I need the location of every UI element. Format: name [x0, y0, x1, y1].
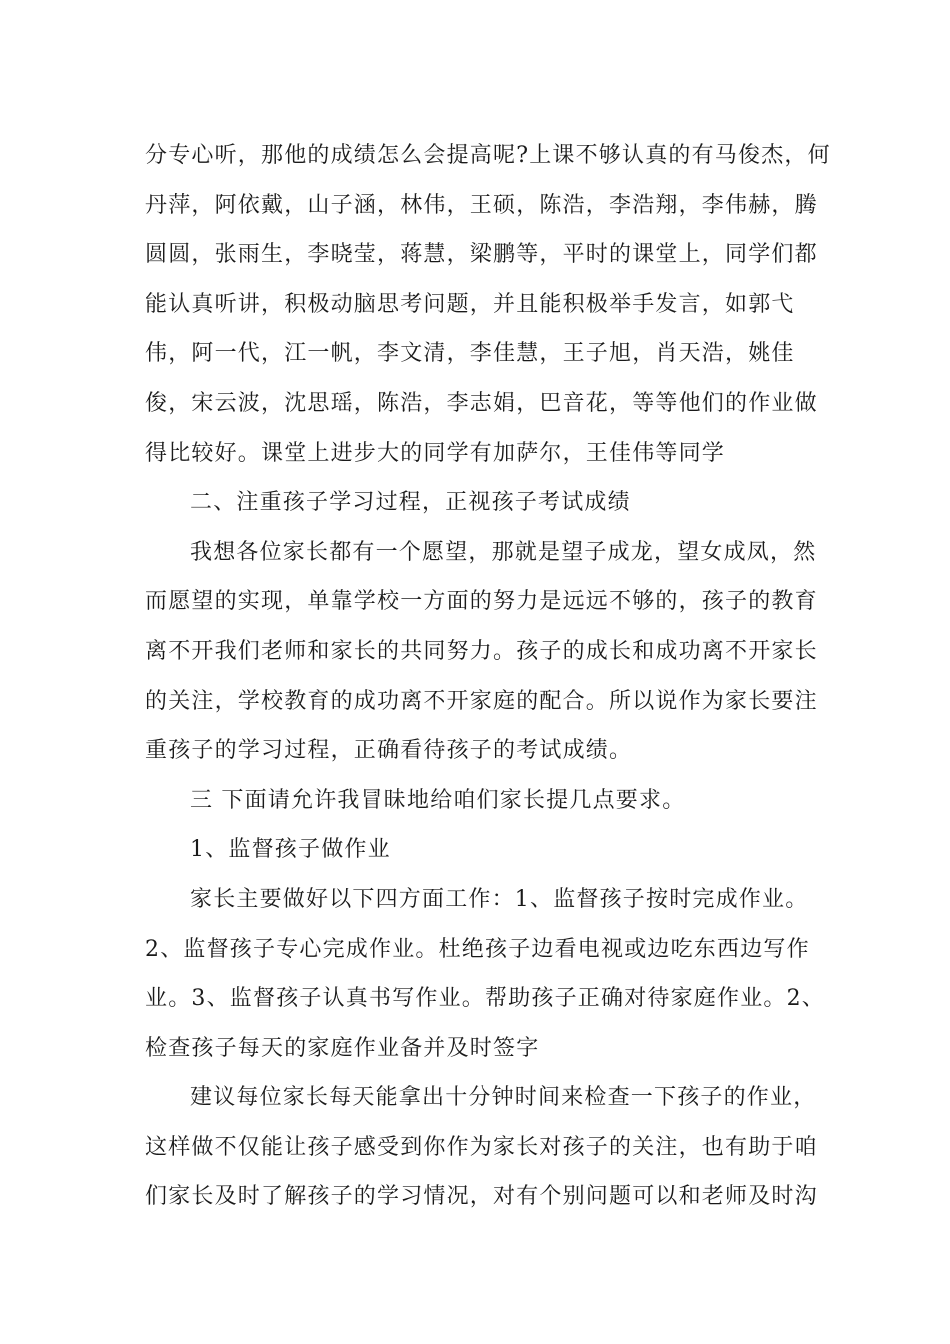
text-line: 业。3、监督孩子认真书写作业。帮助孩子正确对待家庭作业。2、	[145, 986, 825, 1012]
text-line: 分专心听，那他的成绩怎么会提高呢?上课不够认真的有马俊杰，何	[145, 143, 831, 168]
paragraph-suggestion	[145, 1073, 818, 1222]
text-line: 2、监督孩子专心完成作业。杜绝孩子边看电视或边吃东西边写作	[145, 936, 810, 962]
text-line: 建议每位家长每天能拿出十分钟时间来检查一下孩子的作业，	[190, 1085, 817, 1111]
text-line: 家长主要做好以下四方面工作：1、监督孩子按时完成作业。	[190, 886, 809, 912]
text-line: 的关注，学校教育的成功离不开家庭的配合。所以说作为家长要注	[145, 688, 818, 714]
paragraph-parents-wish	[145, 528, 818, 776]
text-line: 圆圆，张雨生，李晓莹，蒋慧，梁鹏等，平时的课堂上，同学们都	[145, 242, 818, 268]
section-heading-2	[145, 478, 805, 528]
text-line: 1、监督孩子做作业	[190, 837, 391, 863]
text-line: 得比较好。课堂上进步大的同学有加萨尔，王佳伟等同学	[145, 440, 726, 466]
text-line: 这样做不仅能让孩子感受到你作为家长对孩子的关注，也有助于咱	[145, 1134, 818, 1160]
text-line: 而愿望的实现，单靠学校一方面的努力是远远不够的，孩子的教育	[145, 589, 818, 615]
text-line: 重孩子的学习过程，正确看待孩子的考试成绩。	[145, 738, 633, 764]
section-heading-3	[145, 776, 805, 826]
text-line: 三 下面请允许我冒昧地给咱们家长提几点要求。	[190, 787, 686, 813]
document-page	[145, 131, 831, 1222]
text-line: 我想各位家长都有一个愿望，那就是望子成龙，望女成凤，然	[190, 539, 817, 565]
text-line: 俊，宋云波，沈思瑶，陈浩，李志娟，巴音花，等等他们的作业做	[145, 390, 818, 416]
text-line: 二、注重孩子学习过程，正视孩子考试成绩	[190, 490, 631, 516]
text-line: 离不开我们老师和家长的共同努力。孩子的成长和成功离不开家长	[145, 638, 818, 664]
text-line: 丹萍，阿依戴，山子涵，林伟，王硕，陈浩，李浩翔，李伟赫，腾	[145, 192, 818, 218]
text-line: 们家长及时了解孩子的学习情况，对有个别问题可以和老师及时沟	[145, 1184, 818, 1210]
text-line: 检查孩子每天的家庭作业备并及时签字	[145, 1035, 540, 1061]
paragraph-homework-tasks	[145, 875, 825, 1073]
text-line: 伟，阿一代，江一帆，李文清，李佳慧，王子旭，肖天浩，姚佳	[145, 341, 795, 367]
paragraph-student-list	[145, 131, 831, 478]
subheading-1	[145, 825, 805, 875]
text-line: 能认真听讲，积极动脑思考问题，并且能积极举手发言，如郭弋	[145, 291, 795, 317]
